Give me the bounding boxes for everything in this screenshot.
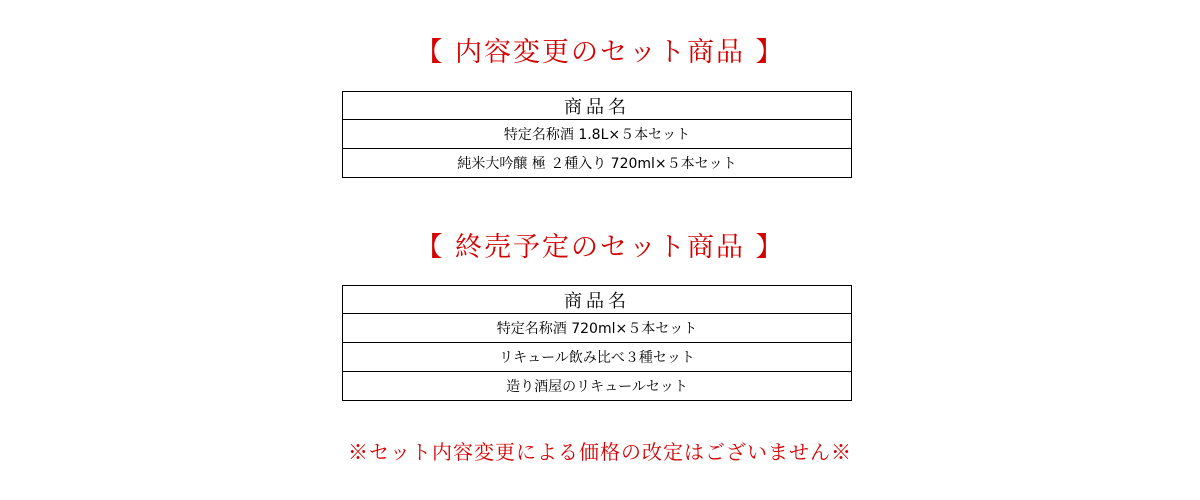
product-name-cell: 特定名称酒 1.8L×５本セット (343, 120, 852, 149)
changed-set-heading: 【 内容変更のセット商品 】 (415, 37, 785, 68)
product-name-cell: 特定名称酒 720ml×５本セット (343, 314, 852, 343)
changed-set-table (342, 91, 852, 178)
product-name-cell: 造り酒屋のリキュールセット (343, 372, 852, 401)
table-row (343, 120, 852, 149)
price-notice: ※セット内容変更による価格の改定はございません※ (348, 440, 852, 464)
table-row (343, 372, 852, 401)
product-name-column-header: 商品名 (343, 286, 852, 314)
product-name-cell: リキュール飲み比べ３種セット (343, 343, 852, 372)
product-name-column-header: 商品名 (343, 92, 852, 120)
table-row (343, 343, 852, 372)
table-header-row (343, 92, 852, 120)
discontinued-set-heading: 【 終売予定のセット商品 】 (415, 232, 785, 263)
table-row (343, 149, 852, 178)
table-row (343, 314, 852, 343)
discontinued-set-table (342, 285, 852, 401)
product-name-cell: 純米大吟醸 極 ２種入り 720ml×５本セット (343, 149, 852, 178)
table-header-row (343, 286, 852, 314)
